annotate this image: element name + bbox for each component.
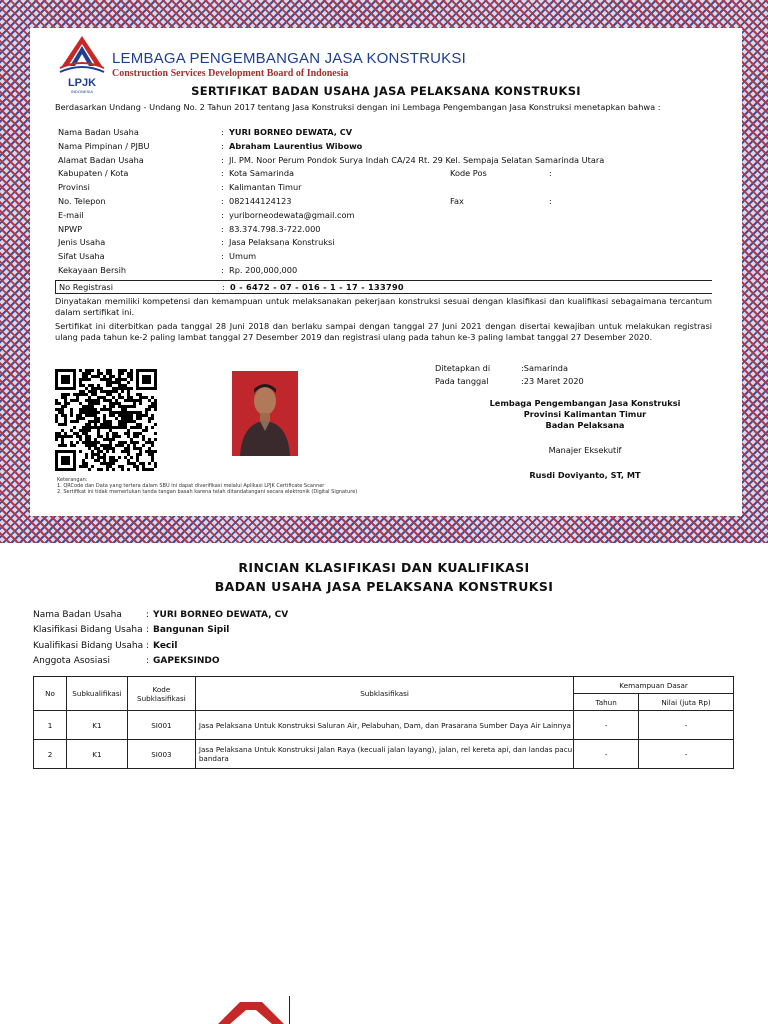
colon: : [222, 282, 225, 292]
cell-no: 1 [34, 711, 67, 740]
field-value: Umum [229, 251, 257, 262]
certificate-body [30, 28, 742, 516]
field-row [55, 223, 715, 237]
colon: : [146, 655, 150, 666]
cell-nilai: - [639, 740, 734, 769]
colon: : [146, 640, 150, 651]
field-row [55, 195, 715, 209]
org-line-2: Provinsi Kalimantan Timur [523, 409, 647, 419]
registration-number-row [55, 280, 712, 294]
cell-subkualifikasi: K1 [66, 711, 127, 740]
company-fields [55, 126, 715, 278]
details-title-line-1: RINCIAN KLASIFIKASI DAN KUALIFIKASI [238, 560, 530, 575]
cell-no: 2 [34, 740, 67, 769]
cell-tahun: - [574, 711, 639, 740]
info-value: Bangunan Sipil [153, 625, 230, 636]
notes-title: Keterangan: [57, 477, 88, 483]
field-row [55, 126, 715, 140]
header-subkualifikasi: Subkualifikasi [66, 677, 127, 711]
field-label: Kekayaan Bersih [58, 264, 127, 275]
logo-text: LPJK [67, 77, 97, 89]
field-label: NPWP [58, 223, 83, 234]
field-value: yuriborneodewata@gmail.com [229, 209, 355, 220]
info-value: Kecil [153, 640, 178, 651]
info-label: Klasifikasi Bidang Usaha [33, 625, 143, 636]
classification-table [33, 676, 734, 769]
colon: : [221, 168, 224, 179]
field-label: Jenis Usaha [58, 237, 106, 248]
certificate-notes [57, 477, 357, 496]
signing-organization [435, 398, 735, 431]
field-value: 082144124123 [229, 195, 292, 206]
cell-subklasifikasi: Jasa Pelaksana Untuk Konstruksi Jalan Raya (kecuali jalan layang), jalan, rel kereta api, dan landas pacu bandara [195, 740, 573, 769]
colon: : [146, 610, 150, 620]
cell-nilai: - [639, 711, 734, 740]
registration-label: No Registrasi [59, 282, 113, 292]
qr-code [55, 369, 157, 471]
signer-position: Manajer Eksekutif [548, 445, 622, 455]
colon: : [221, 154, 224, 165]
colon: : [221, 182, 224, 193]
details-title [0, 558, 768, 596]
place-value: Samarinda [523, 363, 569, 373]
signing-place-row [435, 362, 685, 375]
header-kode: Kode Subklasifikasi [127, 677, 195, 711]
info-value: GAPEKSINDO [153, 655, 220, 666]
details-title-line-2: BADAN USAHA JASA PELAKSANA KONSTRUKSI [214, 579, 554, 594]
certificate-title: SERTIFIKAT BADAN USAHA JASA PELAKSANA KONSTRUKSI [191, 84, 581, 98]
colon: : [221, 127, 224, 137]
bottom-logo-partial [210, 996, 290, 1024]
field-value: Abraham Laurentius Wibowo [229, 140, 363, 151]
field-row [55, 181, 715, 195]
competence-statement: Dinyatakan memiliki kompetensi dan kemampuan untuk melaksanakan pekerjaan konstruksi sesuai dengan klasifikasi dan kualifikasi sebagaimana tercantum dalam sertifikat ini. [55, 296, 712, 317]
logo-subtext: INDONESIA [70, 89, 94, 94]
signing-details [435, 362, 685, 388]
org-subtitle: Construction Services Development Board of Indonesia [112, 68, 349, 79]
table-header-row [34, 677, 734, 694]
field-value: Jasa Pelaksana Konstruksi [229, 237, 335, 248]
intro-text: Berdasarkan Undang - Undang No. 2 Tahun 2017 tentang Jasa Konstruksi dengan ini Lembaga Pengembangan Jasa Konstruksi menetapkan bahwa : [55, 102, 661, 112]
field-label: Nama Badan Usaha [58, 127, 139, 137]
colon: : [221, 251, 224, 262]
colon: : [221, 195, 224, 206]
info-label: Anggota Asosiasi [33, 655, 110, 666]
field-value: Rp. 200,000,000 [229, 264, 298, 275]
header-kemampuan: Kemampuan Dasar [574, 677, 734, 694]
field-label: Alamat Badan Usaha [58, 154, 144, 165]
field-value: Kalimantan Timur [229, 182, 302, 193]
field-value: 83.374.798.3-722.000 [229, 223, 321, 234]
bottom-divider [289, 996, 290, 1024]
registration-value: 0 - 6472 - 07 - 016 - 1 - 17 - 133790 [230, 282, 404, 292]
cell-kode: SI001 [127, 711, 195, 740]
field-value: Kota Samarinda [229, 168, 295, 179]
field-label: E-mail [58, 209, 84, 220]
org-line-3: Badan Pelaksana [545, 420, 625, 430]
colon: : [221, 223, 224, 234]
signer-name: Rusdi Doviyanto, ST, MT [529, 470, 641, 480]
fax-label: Fax [450, 195, 464, 206]
cell-tahun: - [574, 740, 639, 769]
note-item: 2. Sertifikat ini tidak memerlukan tanda tangan basah karena telah ditandatangani secara elektronik (Digital Signature) [57, 489, 358, 496]
cell-kode: SI003 [127, 740, 195, 769]
holder-photo [232, 371, 298, 456]
postal-code-label: Kode Pos [450, 168, 487, 179]
colon: : [221, 237, 224, 248]
colon: : [549, 195, 552, 206]
field-label: No. Telepon [58, 195, 106, 206]
info-label: Kualifikasi Bidang Usaha [33, 640, 144, 651]
colon: :23 Maret 2020 [521, 376, 584, 386]
colon: : [549, 168, 552, 179]
colon: : [146, 625, 150, 636]
date-value: 23 Maret 2020 [523, 376, 584, 386]
date-label: Pada tanggal [435, 376, 489, 386]
field-row [55, 154, 715, 168]
colon: : [221, 140, 224, 151]
info-label: Nama Badan Usaha [33, 610, 122, 620]
field-row [55, 250, 715, 264]
field-label: Sifat Usaha [58, 251, 105, 262]
header-nilai: Nilai (juta Rp) [639, 694, 734, 711]
org-line-1: Lembaga Pengembangan Jasa Konstruksi [489, 398, 681, 408]
header-subklasifikasi: Subklasifikasi [195, 677, 573, 711]
header-tahun: Tahun [574, 694, 639, 711]
field-label: Kabupaten / Kota [58, 168, 129, 179]
colon: : [221, 264, 224, 275]
cell-subklasifikasi: Jasa Pelaksana Untuk Konstruksi Saluran Air, Pelabuhan, Dam, dan Prasarana Sumber Daya Air Lainnya [195, 711, 573, 740]
table-row [34, 740, 734, 769]
signing-date-row [435, 375, 685, 388]
header-no: No [34, 677, 67, 711]
org-name: LEMBAGA PENGEMBANGAN JASA KONSTRUKSI [112, 50, 466, 67]
info-value: YURI BORNEO DEWATA, CV [153, 610, 289, 620]
field-row [55, 167, 715, 181]
field-label: Nama Pimpinan / PJBU [58, 140, 150, 151]
field-value: YURI BORNEO DEWATA, CV [229, 127, 353, 137]
colon: :Samarinda [521, 363, 569, 373]
field-row [55, 236, 715, 250]
field-row [55, 140, 715, 154]
field-row [55, 264, 715, 278]
field-row [55, 209, 715, 223]
place-label: Ditetapkan di [435, 363, 491, 373]
validity-statement: Sertifikat ini diterbitkan pada tanggal 28 Juni 2018 dan berlaku sampai dengan tanggal 27 Juni 2021 dengan disertai kewajiban untuk melakukan registrasi ulang pada tahun ke-2 paling lambat tanggal 27 Desember 2019 dan registrasi ulang pada tahun ke-3 paling lambat tanggal 27 Desember 2020. [55, 321, 712, 342]
cell-subkualifikasi: K1 [66, 740, 127, 769]
note-item: 1. QRCode dan Data yang tertera dalam SBU ini dapat diverifikasi melalui Aplikasi LPJK Certificate Scanner [57, 483, 325, 490]
field-value: Jl. PM. Noor Perum Pondok Surya Indah CA/24 Rt. 29 Kel. Sempaja Selatan Samarinda Utara [229, 154, 605, 165]
field-label: Provinsi [58, 182, 90, 193]
table-row [34, 711, 734, 740]
colon: : [221, 209, 224, 220]
